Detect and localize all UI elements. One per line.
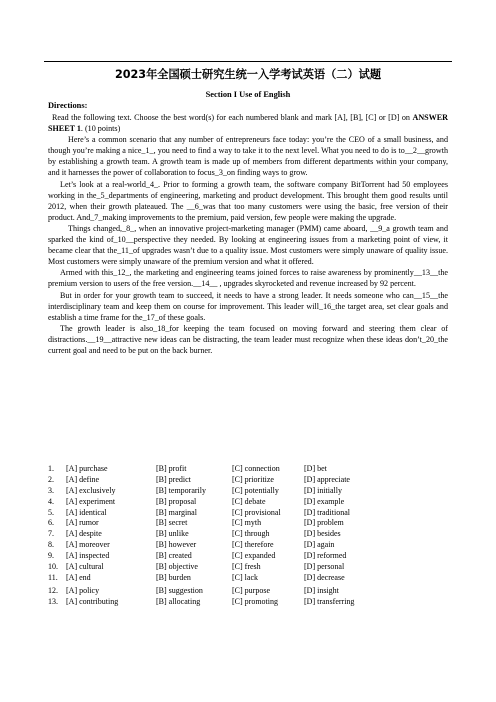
option-d[interactable]: [D] problem [304, 518, 344, 528]
option-b[interactable]: [B] marginal [156, 507, 197, 517]
option-d[interactable]: [D] insight [304, 585, 339, 595]
option-row [48, 497, 468, 508]
option-a[interactable]: [A] define [66, 474, 100, 484]
option-row [48, 597, 468, 608]
option-d[interactable]: [D] traditional [304, 507, 350, 517]
question-number: 3. [48, 485, 54, 495]
question-number: 12. [48, 585, 58, 595]
option-c[interactable]: [C] provisional [232, 507, 281, 517]
directions-text [48, 112, 448, 134]
option-a[interactable]: [A] purchase [66, 464, 108, 473]
option-b[interactable]: [B] suggestion [156, 585, 203, 595]
header-rule [44, 61, 452, 62]
question-number: 7. [48, 529, 54, 539]
option-row [48, 562, 468, 573]
option-d[interactable]: [D] personal [304, 562, 345, 572]
option-c[interactable]: [C] expanded [232, 551, 276, 561]
option-row [48, 486, 468, 497]
paragraph-4: Armed with this_12_, the marketing and engineering teams joined forces to raise awareness by prominently__13__the premium version to users of the free version.__14__ , upgrades skyrocketed and revenue increased by 92 percent. [48, 268, 448, 289]
paragraph-2: Let’s look at a real-world_4_. Prior to forming a growth team, the software company BitTorrent had 50 employees working in the_5_departments of engineering, marketing and product development. This brought them good results until 2012, when their growth plateaued. The __6_was that too many customers were using the basic, free version of their product. And_7_making improvements to the premium, paid version, few people were making the upgrade. [48, 179, 448, 222]
option-d[interactable]: [D] appreciate [304, 474, 350, 484]
option-c[interactable]: [C] connection [232, 464, 280, 473]
option-d[interactable]: [D] initially [304, 485, 342, 495]
option-b[interactable]: [B] profit [156, 464, 187, 473]
option-b[interactable]: [B] created [156, 551, 192, 561]
option-a[interactable]: [A] rumor [66, 518, 99, 528]
paragraph-3: Things changed,_8_, when an innovative project-marketing manager (PMM) came aboard, __9_a growth team and sparked the kind of_10__perspective they needed. By looking at engineering issues from a marketing point of view, it became clear that the_11_of upgrades wasn’t due to a quality issue. Most customers were simply unaware of quality issue. Most customers were simply unaware of the premium version and what it offered. [48, 223, 448, 267]
question-number: 9. [48, 551, 54, 561]
question-number: 5. [48, 507, 54, 517]
directions-line2-post: . (10 points) [80, 124, 121, 134]
options-list [48, 464, 468, 608]
question-number: 11. [48, 572, 58, 582]
option-b[interactable]: [B] however [156, 540, 197, 550]
answer-sheet-label: ANSWER SHEET 1 [48, 113, 448, 134]
option-row [48, 475, 468, 486]
option-a[interactable]: [A] inspected [66, 551, 110, 561]
option-row [48, 529, 468, 540]
option-row [48, 508, 468, 519]
option-c[interactable]: [C] prioritize [232, 474, 274, 484]
option-c[interactable]: [C] debate [232, 496, 266, 506]
option-c[interactable]: [C] potentially [232, 485, 279, 495]
option-d[interactable]: [D] again [304, 540, 335, 550]
option-a[interactable]: [A] cultural [66, 562, 104, 572]
option-row [48, 573, 468, 584]
option-a[interactable]: [A] identical [66, 507, 107, 517]
option-b[interactable]: [B] burden [156, 572, 191, 582]
option-b[interactable]: [B] secret [156, 518, 188, 528]
option-b[interactable]: [B] proposal [156, 496, 197, 506]
option-row [48, 540, 468, 551]
option-b[interactable]: [B] allocating [156, 596, 201, 606]
option-d[interactable]: [D] reformed [304, 551, 347, 561]
option-a[interactable]: [A] despite [66, 529, 102, 539]
directions-label: Directions: [48, 101, 88, 110]
option-a[interactable]: [A] end [66, 572, 91, 582]
question-number: 10. [48, 562, 58, 572]
question-number: 6. [48, 518, 54, 528]
paragraph-1: Here’s a common scenario that any number of entrepreneurs face today: you’re the CEO of a small business, and though you’re making a nice_1_, you need to find a way to take it to the next level. What you need to do is to__2__growth by establishing a growth team. A growth team is made up of members from different departments within your company, and it harnesses the power of collaboration to focus_3_on finding ways to grow. [48, 135, 448, 178]
option-b[interactable]: [B] unlike [156, 529, 189, 539]
directions-line1: Read the following text. Choose the best word(s) for each numbered blank and mark [A], [B], [C] [52, 113, 377, 122]
option-row [48, 518, 468, 529]
option-d[interactable]: [D] decrease [304, 572, 345, 582]
option-row [48, 551, 468, 562]
option-d[interactable]: [D] example [304, 496, 345, 506]
option-row [48, 586, 468, 597]
option-c[interactable]: [C] through [232, 529, 270, 539]
option-c[interactable]: [C] lack [232, 572, 258, 582]
question-number: 13. [48, 596, 58, 606]
option-c[interactable]: [C] purpose [232, 585, 270, 595]
passage [48, 112, 448, 356]
paragraph-5: But in order for your growth team to succeed, it needs to have a strong leader. It needs someone who can__15__the interdisciplinary team and keep them on course for improvement. This leader will_16_the target area, set clear goals and establish a time frame for the_17_of these goals. [48, 290, 448, 322]
question-number: 4. [48, 496, 54, 506]
option-b[interactable]: [B] objective [156, 562, 198, 572]
directions-line2-pre: or [D] on [378, 113, 413, 122]
option-a[interactable]: [A] experiment [66, 496, 116, 506]
option-a[interactable]: [A] exclusively [66, 485, 116, 495]
option-d[interactable]: [D] transferring [304, 596, 355, 606]
question-number: 2. [48, 474, 54, 484]
option-a[interactable]: [A] contributing [66, 596, 119, 606]
option-row [48, 464, 468, 475]
option-c[interactable]: [C] promoting [232, 596, 278, 606]
option-c[interactable]: [C] therefore [232, 540, 274, 550]
section-heading: Section I Use of English [205, 90, 291, 99]
option-b[interactable]: [B] predict [156, 474, 191, 484]
option-a[interactable]: [A] policy [66, 585, 100, 595]
option-c[interactable]: [C] fresh [232, 562, 261, 572]
option-a[interactable]: [A] moreover [66, 540, 110, 550]
question-number: 1. [48, 464, 54, 473]
option-b[interactable]: [B] temporarily [156, 485, 206, 495]
page-title: 2023年全国硕士研究生统一入学考试英语（二）试题 [114, 68, 382, 81]
option-d[interactable]: [D] besides [304, 529, 341, 539]
option-c[interactable]: [C] myth [232, 518, 262, 528]
question-number: 8. [48, 540, 54, 550]
option-d[interactable]: [D] bet [304, 464, 327, 473]
paragraph-6: The growth leader is also_18_for keeping the team focused on moving forward and steering them clear of distractions.__19__attractive new ideas can be distracting, the team leader must recognize when these ideas don’t_20_the current goal and need to be put on the back burner. [48, 323, 448, 355]
